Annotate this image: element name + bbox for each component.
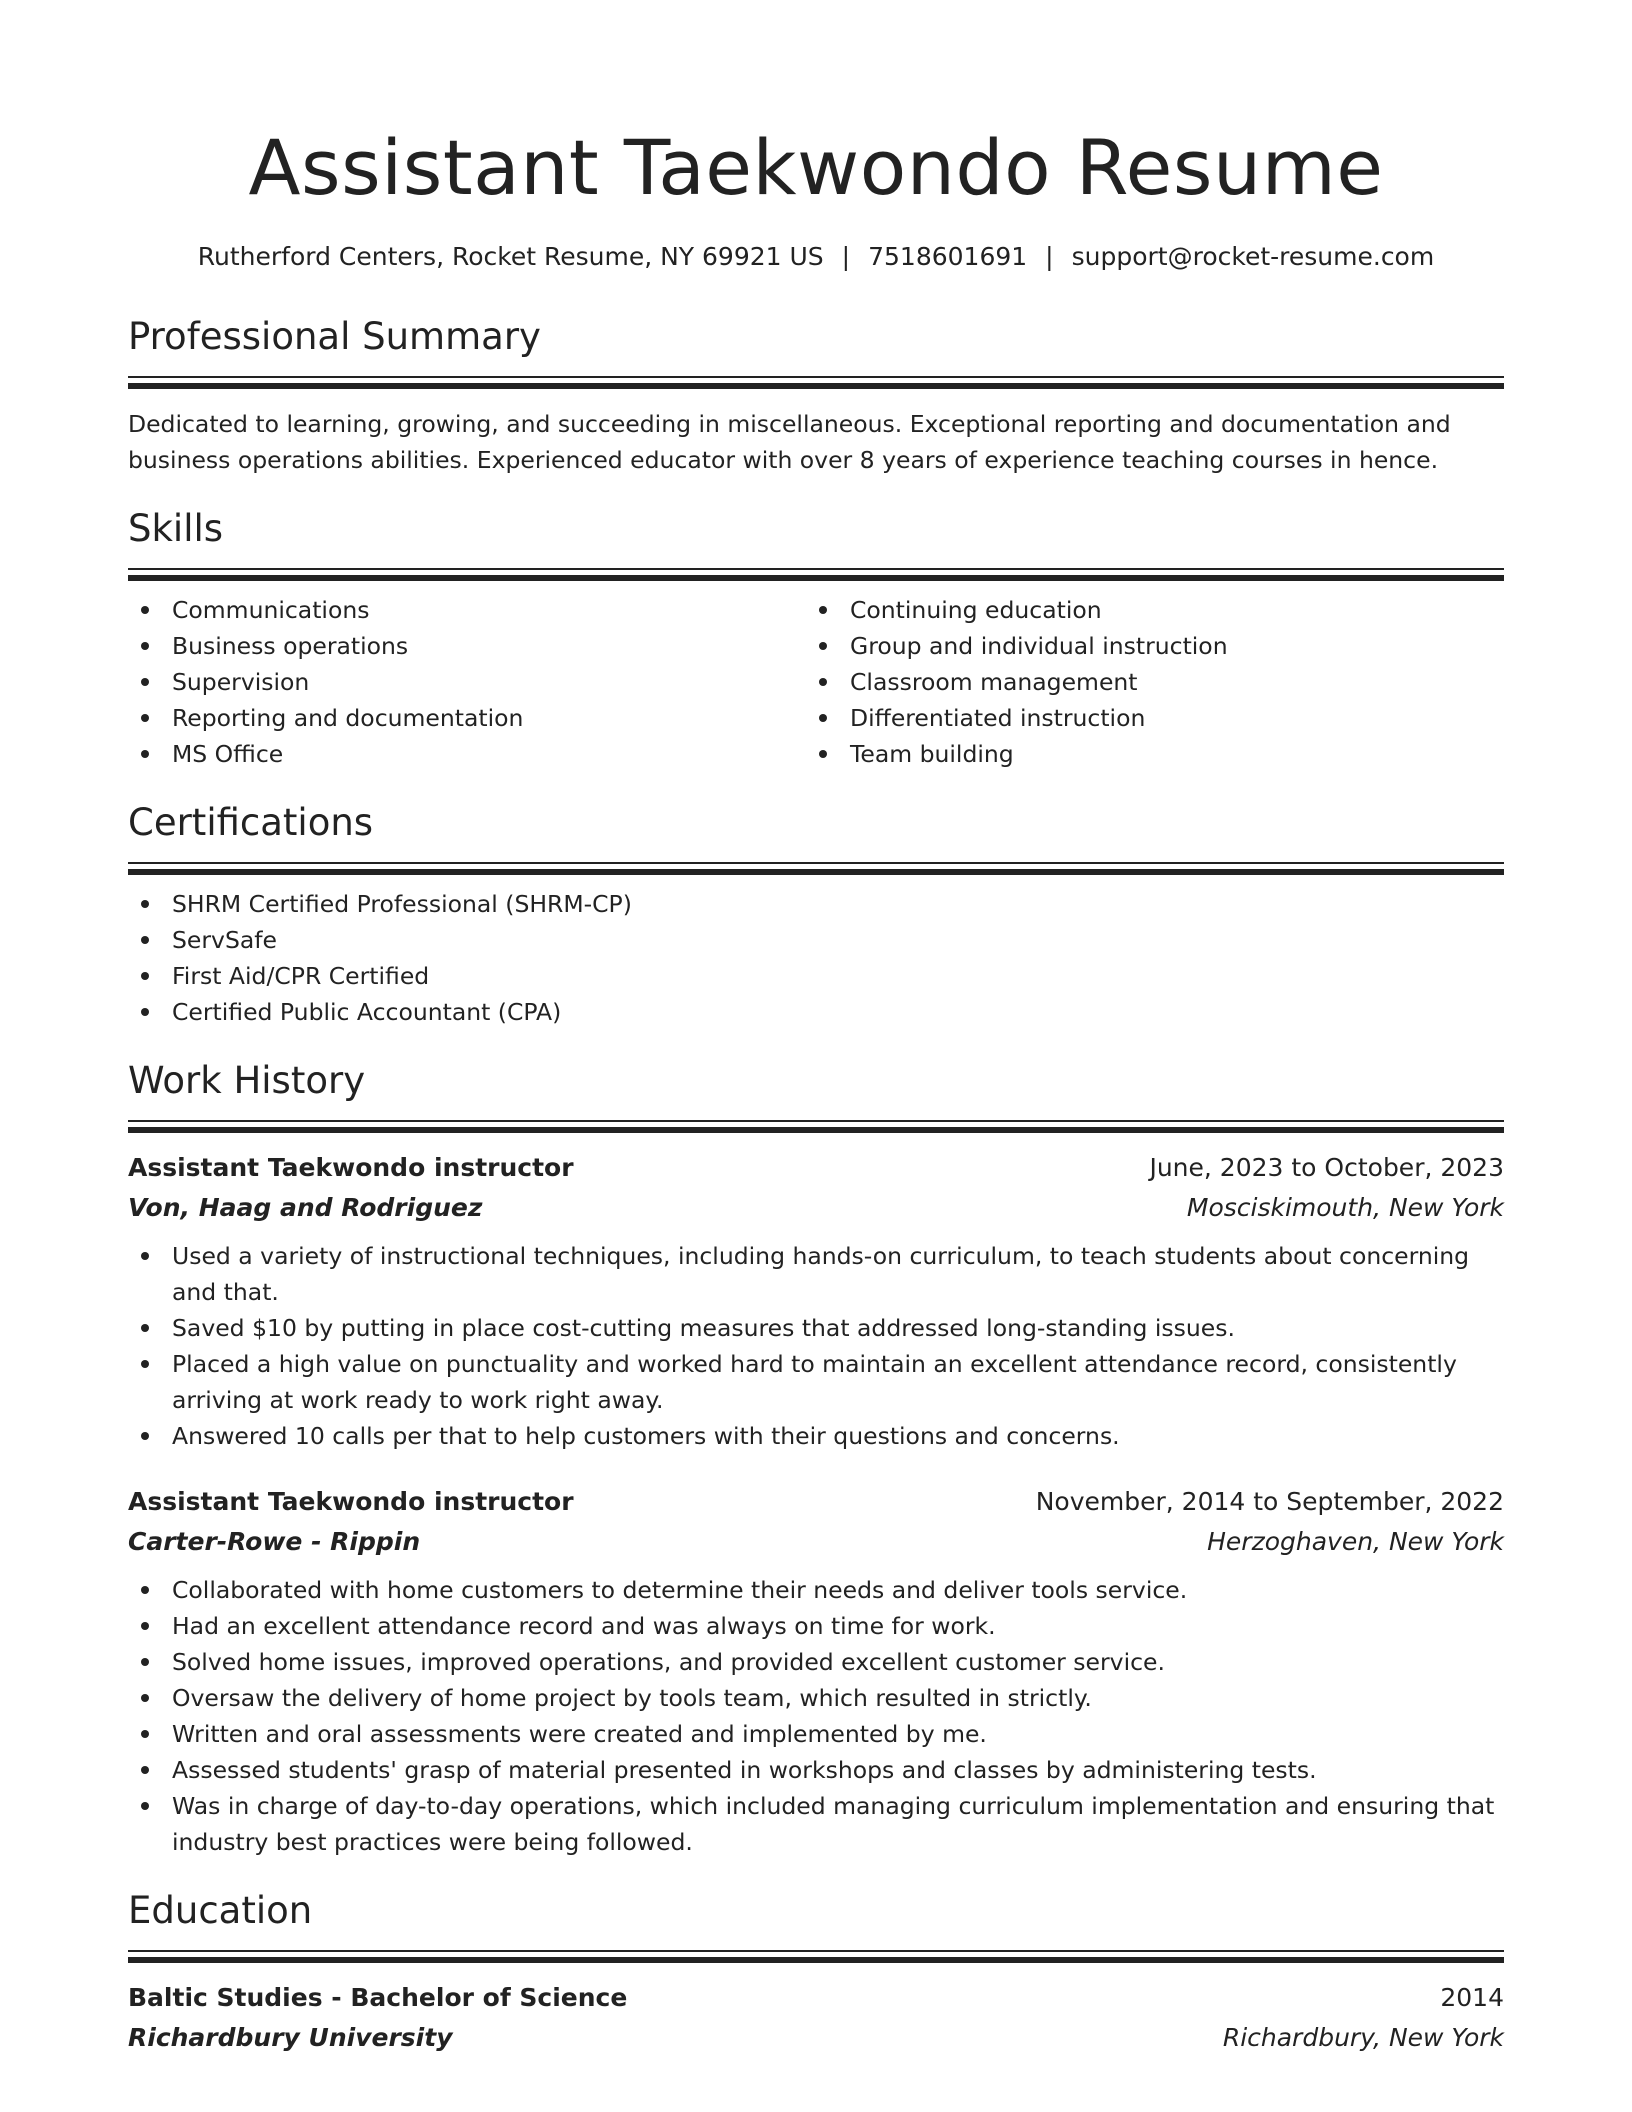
job-duty: Solved home issues, improved operations, and provided excellent customer service.	[128, 1644, 1504, 1680]
skill-item: Group and individual instruction	[806, 628, 1484, 664]
certifications-section	[128, 798, 1504, 1030]
skill-item: Team building	[806, 736, 1484, 772]
certifications-list	[128, 886, 1504, 1030]
job-duties-list	[128, 1238, 1504, 1454]
skill-item: Reporting and documentation	[128, 700, 806, 736]
section-heading-work-history: Work History	[128, 1059, 366, 1102]
skill-item: Continuing education	[806, 592, 1484, 628]
education-degree: Baltic Studies - Bachelor of Science	[128, 1983, 628, 2012]
job-subheader	[128, 1524, 1504, 1560]
skill-item: Classroom management	[806, 664, 1484, 700]
job-dates: June, 2023 to October, 2023	[1149, 1153, 1504, 1182]
skill-item: Supervision	[128, 664, 806, 700]
certification-item: Certified Public Accountant (CPA)	[128, 994, 1504, 1030]
job-entry	[128, 1484, 1504, 1860]
job-duty: Placed a high value on punctuality and worked hard to maintain an excellent attendance record, consistently arriving at work ready to work right away.	[128, 1346, 1504, 1418]
job-title: Assistant Taekwondo instructor	[128, 1487, 574, 1516]
section-divider	[128, 1120, 1504, 1130]
contact-separator: |	[1045, 242, 1054, 271]
job-duty: Saved $10 by putting in place cost-cutting measures that addressed long-standing issues.	[128, 1310, 1504, 1346]
job-duty: Had an excellent attendance record and was always on time for work.	[128, 1608, 1504, 1644]
skill-item: Communications	[128, 592, 806, 628]
skills-section	[128, 504, 1504, 772]
certification-item: SHRM Certified Professional (SHRM-CP)	[128, 886, 1504, 922]
education-header	[128, 1980, 1504, 2016]
summary-section	[128, 312, 1504, 478]
education-entry	[128, 1980, 1504, 2056]
job-location: Herzoghaven, New York	[1207, 1527, 1504, 1556]
job-company: Von, Haag and Rodriguez	[128, 1193, 483, 1222]
work-history-section	[128, 1056, 1504, 1860]
job-duty: Used a variety of instructional techniques, including hands-on curriculum, to teach students about concerning and that.	[128, 1238, 1504, 1310]
job-header	[128, 1150, 1504, 1186]
job-duty: Was in charge of day-to-day operations, which included managing curriculum implementation and ensuring that industry best practices were being followed.	[128, 1788, 1504, 1860]
job-duties-list	[128, 1572, 1504, 1860]
skills-list-right	[806, 592, 1484, 772]
job-subheader	[128, 1190, 1504, 1226]
education-subheader	[128, 2020, 1504, 2056]
section-divider	[128, 376, 1504, 386]
section-heading-skills: Skills	[128, 507, 224, 550]
section-divider	[128, 568, 1504, 578]
section-heading-summary: Professional Summary	[128, 315, 541, 358]
job-duty: Answered 10 calls per that to help customers with their questions and concerns.	[128, 1418, 1504, 1454]
contact-email[interactable]: support@rocket-resume.com	[1071, 242, 1435, 271]
skill-item: MS Office	[128, 736, 806, 772]
education-section	[128, 1886, 1504, 2056]
job-dates: November, 2014 to September, 2022	[1035, 1487, 1504, 1516]
education-location: Richardbury, New York	[1222, 2023, 1504, 2052]
summary-text: Dedicated to learning, growing, and succeeding in miscellaneous. Exceptional reporting and documentation and business operations abilities. Experienced educator with over 8 years of experience teaching courses in hence.	[128, 410, 1451, 474]
skills-grid	[128, 592, 1504, 772]
contact-address: Rutherford Centers, Rocket Resume, NY 69921 US	[197, 242, 824, 271]
skill-item: Differentiated instruction	[806, 700, 1484, 736]
resume-title: Assistant Taekwondo Resume	[248, 123, 1384, 212]
certification-item: First Aid/CPR Certified	[128, 958, 1504, 994]
education-school: Richardbury University	[128, 2023, 453, 2052]
job-entry	[128, 1150, 1504, 1454]
job-duty: Collaborated with home customers to determine their needs and deliver tools service.	[128, 1572, 1504, 1608]
job-company: Carter-Rowe - Rippin	[128, 1527, 421, 1556]
education-year: 2014	[1440, 1983, 1504, 2012]
certification-item: ServSafe	[128, 922, 1504, 958]
job-title: Assistant Taekwondo instructor	[128, 1153, 574, 1182]
job-duty: Oversaw the delivery of home project by tools team, which resulted in strictly.	[128, 1680, 1504, 1716]
skill-item: Business operations	[128, 628, 806, 664]
contact-separator: |	[841, 242, 851, 271]
section-divider	[128, 862, 1504, 872]
job-header	[128, 1484, 1504, 1520]
resume-page	[128, 0, 1504, 2056]
skills-list-left	[128, 592, 806, 772]
job-duty: Assessed students' grasp of material presented in workshops and classes by administering tests.	[128, 1752, 1504, 1788]
job-location: Mosciskimouth, New York	[1186, 1193, 1504, 1222]
section-divider	[128, 1950, 1504, 1960]
section-heading-certifications: Certifications	[128, 801, 374, 844]
contact-phone: 7518601691	[868, 242, 1028, 271]
section-heading-education: Education	[128, 1889, 313, 1932]
job-duty: Written and oral assessments were created and implemented by me.	[128, 1716, 1504, 1752]
contact-line	[128, 240, 1504, 274]
